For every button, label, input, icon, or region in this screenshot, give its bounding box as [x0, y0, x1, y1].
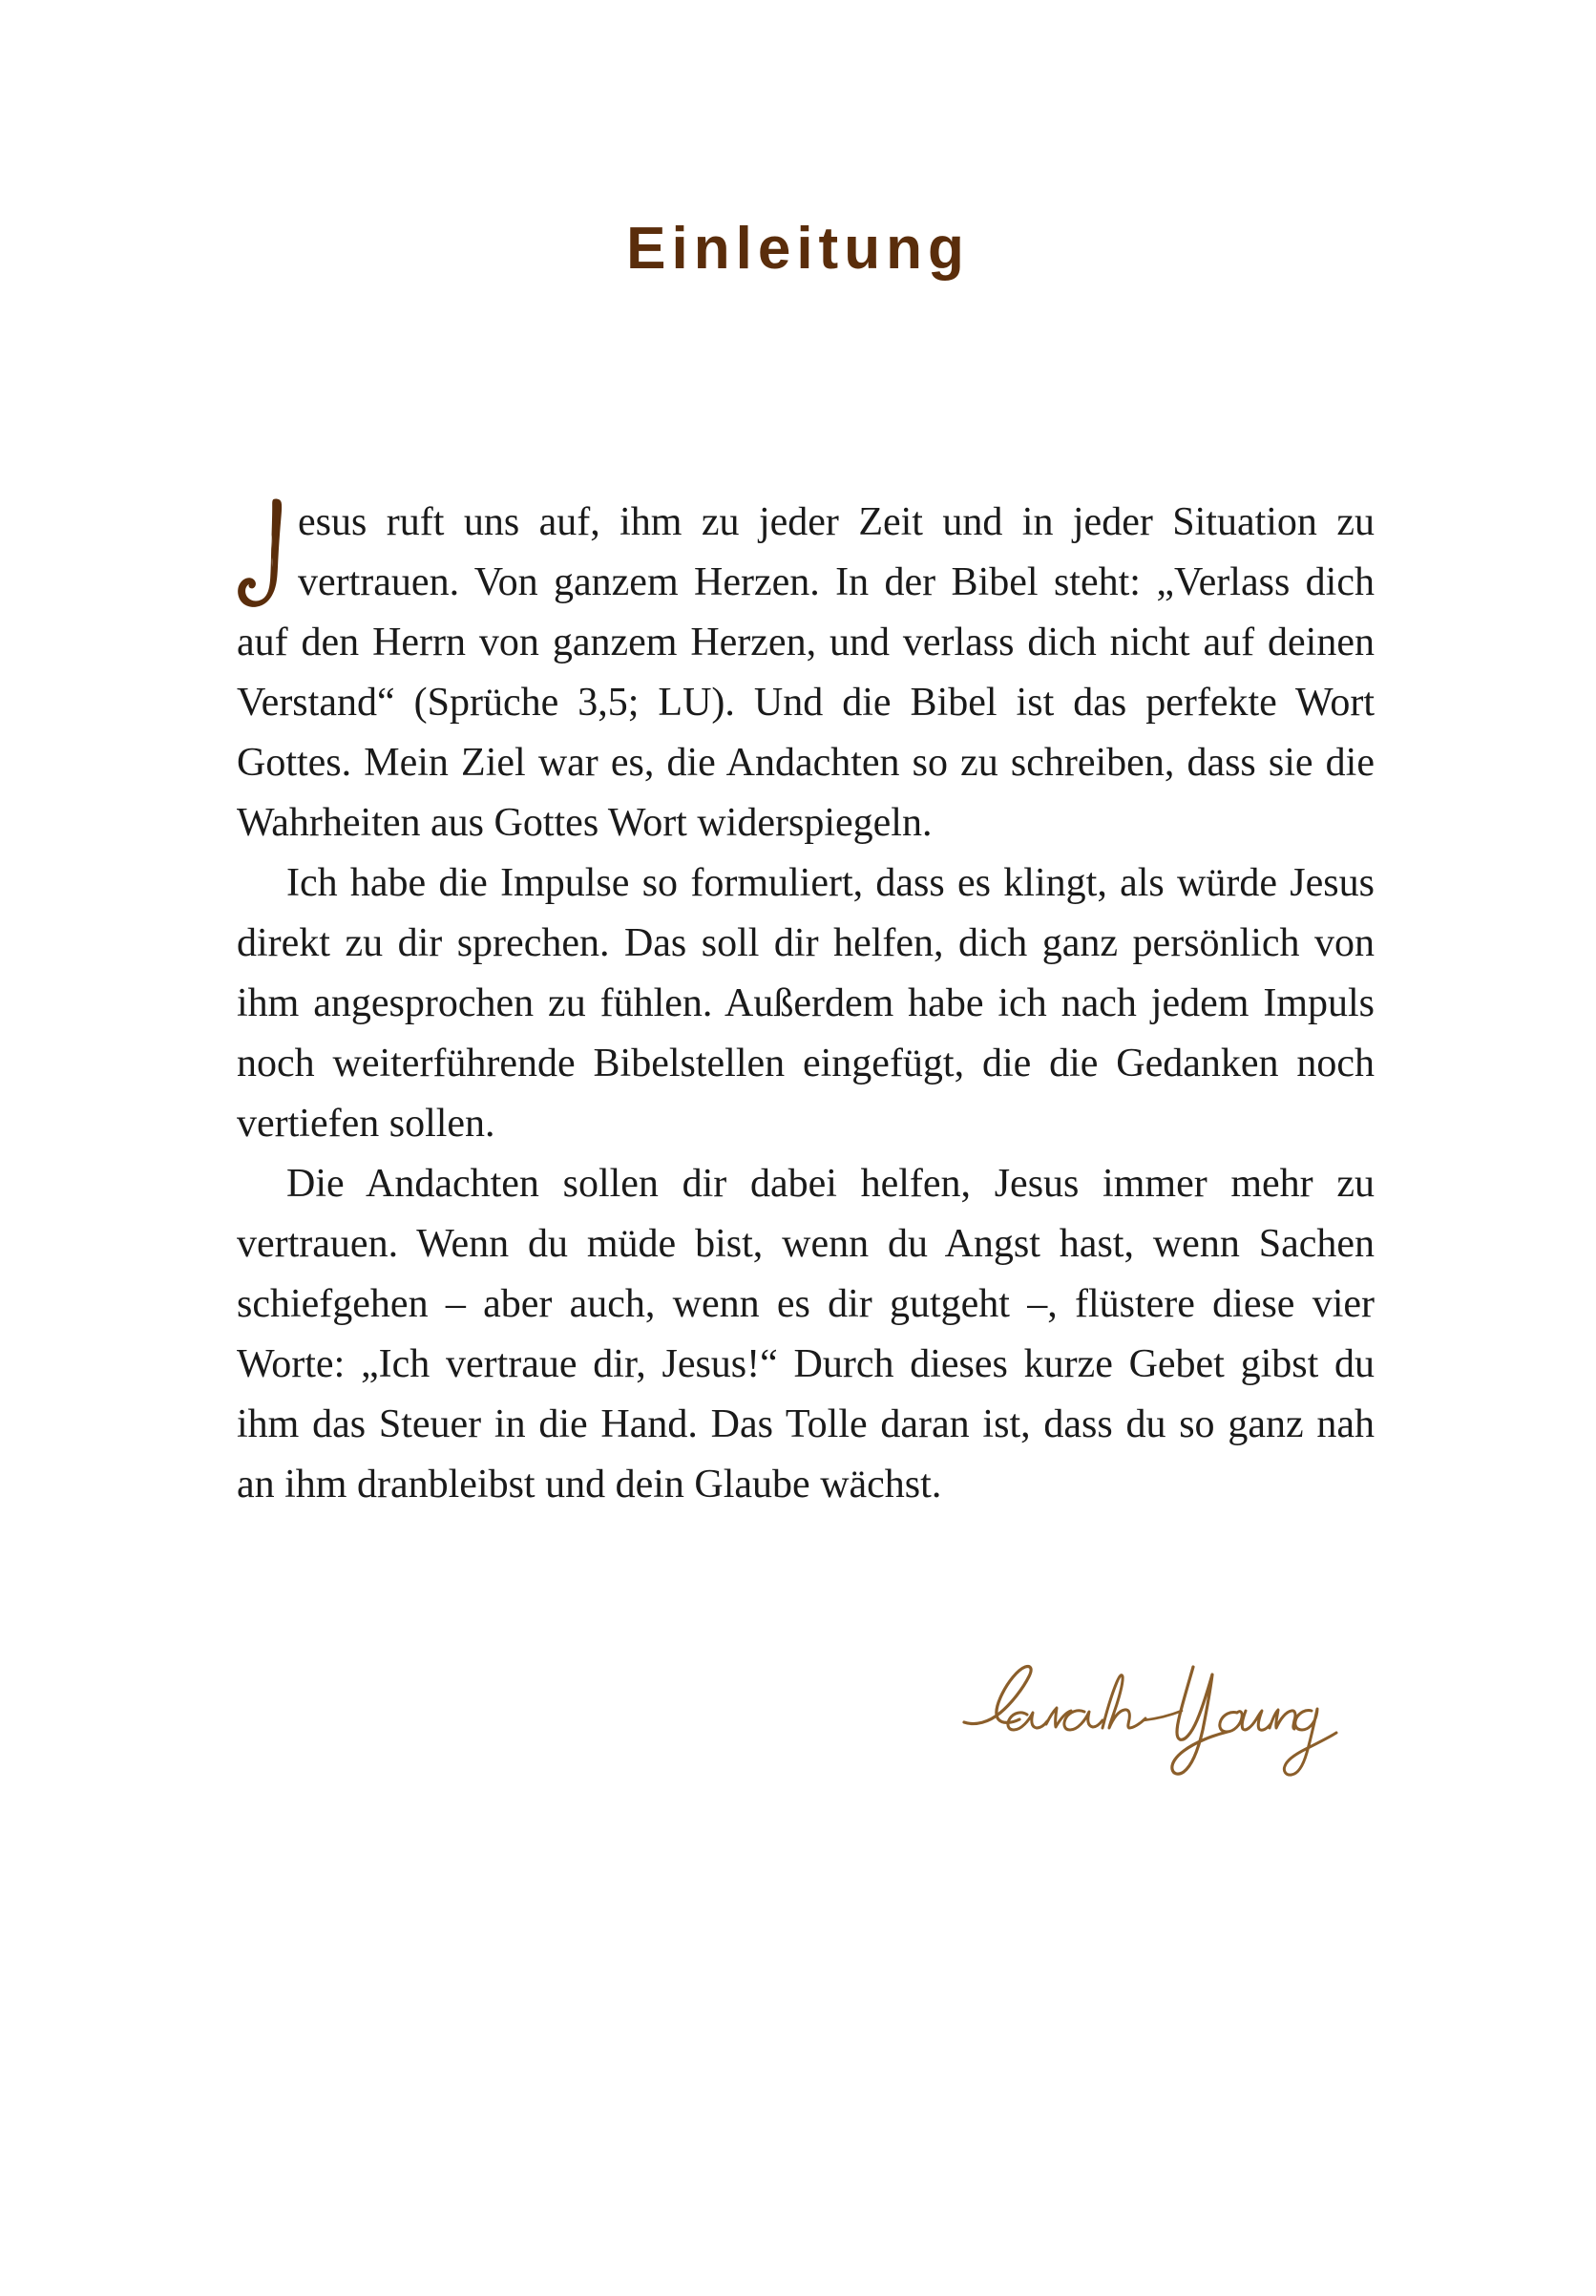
paragraph-2: [237, 853, 1375, 1154]
paragraph-3-text: Die Andachten sollen dir dabei helfen, Jesus immer mehr zu vertrauen. Wenn du müde bist, wenn du Angst hast, wenn Sachen schiefgehen – aber auch, wenn es dir gutgeht –, flüstere diese vier Worte: „Ich vertraue dir, Jesus!“ Durch dieses kurze Gebet gibst du ihm das Steuer in die Hand. Das Tolle daran ist, dass du so ganz nah an ihm dranbleibst und dein Glaube wächst.: [237, 1162, 1375, 1506]
paragraph-1-text: esus ruft uns auf, ihm zu jeder Zeit und in jeder Situation zu vertrauen. Von ganzem Herzen. In der Bibel steht: „Verlass dich auf den Herrn von ganzem Herzen, und verlass dich nicht auf deinen Verstand“ (Sprüche 3,5; LU). Und die Bibel ist das perfekte Wort Gottes. Mein Ziel war es, die Andachten so zu schreiben, dass sie die Wahrheiten aus Gottes Wort widerspiegeln.: [237, 500, 1375, 845]
page-title: Einleitung: [626, 216, 970, 282]
dropcap-j-icon: [237, 496, 288, 609]
body-text-block: [237, 493, 1375, 1515]
author-signature: [955, 1644, 1346, 1787]
paragraph-1: [237, 493, 1375, 853]
paragraph-2-text: Ich habe die Impulse so formuliert, dass es klingt, als würde Jesus direkt zu dir sprechen. Das soll dir helfen, dich ganz persönlich von ihm angesprochen zu fühlen. Außerdem habe ich nach jedem Impuls noch weiterführende Bibelstellen eingefügt, die die Gedanken noch vertiefen sollen.: [237, 861, 1375, 1146]
paragraph-3: [237, 1154, 1375, 1515]
